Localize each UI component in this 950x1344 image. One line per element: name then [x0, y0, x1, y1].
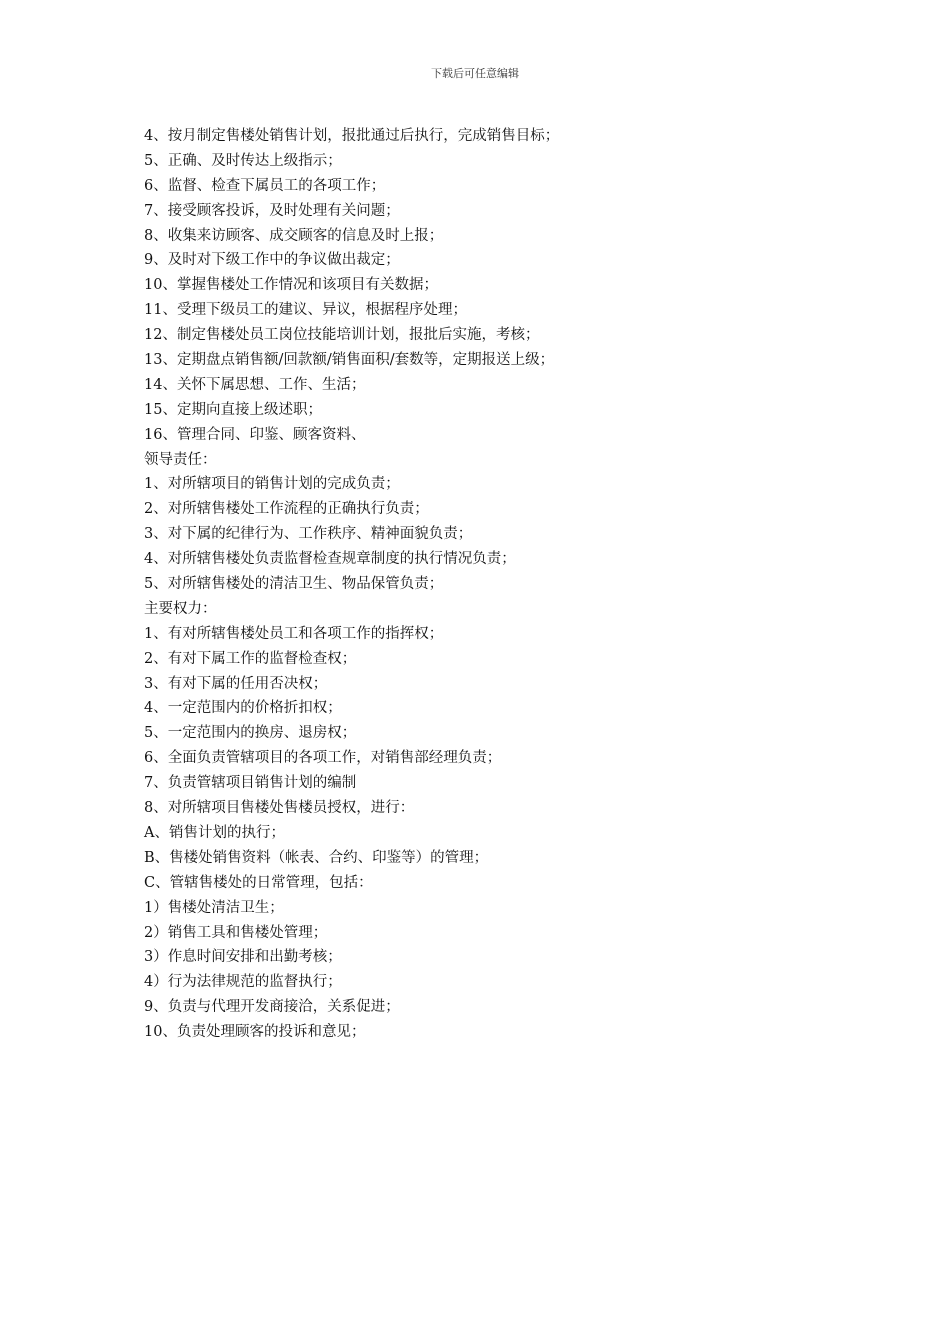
- text-line: 9、负责与代理开发商接洽，关系促进；: [144, 999, 400, 1016]
- text-line: 3、有对下属的任用否决权；: [144, 675, 328, 692]
- text-line: 1、对所辖项目的销售计划的完成负责；: [144, 476, 400, 493]
- text-line: 10、负责处理顾客的投诉和意见；: [144, 1024, 366, 1041]
- text-line: 1、有对所辖售楼处员工和各项工作的指挥权；: [144, 625, 444, 642]
- text-line: 4、对所辖售楼处负责监督检查规章制度的执行情况负责；: [144, 551, 516, 568]
- text-line: 3）作息时间安排和出勤考核；: [144, 949, 342, 966]
- text-line: 2、有对下属工作的监督检查权；: [144, 650, 357, 667]
- text-line: 14、关怀下属思想、工作、生活；: [144, 376, 366, 393]
- text-line: 8、收集来访顾客、成交顾客的信息及时上报；: [144, 227, 444, 244]
- text-line: 8、对所辖项目售楼处售楼员授权，进行：: [144, 800, 415, 817]
- text-line: 3、对下属的纪律行为、工作秩序、精神面貌负责；: [144, 526, 473, 543]
- text-line: 12、制定售楼处员工岗位技能培训计划，报批后实施，考核；: [144, 327, 540, 344]
- text-line: 1）售楼处清洁卫生；: [144, 899, 284, 916]
- text-line: 5、正确、及时传达上级指示；: [144, 152, 342, 169]
- text-line: C、管辖售楼处的日常管理，包括：: [144, 874, 373, 891]
- page-header: 下载后可任意编辑: [431, 67, 519, 80]
- text-line: 5、对所辖售楼处的清洁卫生、物品保管负责；: [144, 576, 444, 593]
- document-body: [144, 124, 824, 1045]
- text-line: 11、受理下级员工的建议、异议，根据程序处理；: [144, 302, 467, 319]
- text-line: 5、一定范围内的换房、退房权；: [144, 725, 357, 742]
- text-line: A、销售计划的执行；: [144, 824, 285, 841]
- text-line: 15、定期向直接上级述职；: [144, 401, 322, 418]
- text-line: 13、定期盘点销售额/回款额/销售面积/套数等，定期报送上级；: [144, 352, 555, 369]
- text-line: 7、接受顾客投诉，及时处理有关问题；: [144, 202, 400, 219]
- text-line: 2）销售工具和售楼处管理；: [144, 924, 328, 941]
- text-line: 6、全面负责管辖项目的各项工作，对销售部经理负责；: [144, 750, 502, 767]
- text-line: 主要权力：: [144, 600, 217, 617]
- text-line: B、售楼处销售资料（帐表、合约、印鉴等）的管理；: [144, 849, 489, 866]
- text-line: 2、对所辖售楼处工作流程的正确执行负责；: [144, 501, 429, 518]
- text-line: 7、负责管辖项目销售计划的编制: [144, 775, 357, 792]
- text-line: 16、管理合同、印鉴、顾客资料、: [144, 426, 366, 443]
- text-line: 10、掌握售楼处工作情况和该项目有关数据；: [144, 277, 438, 294]
- text-line: 4、按月制定售楼处销售计划，报批通过后执行，完成销售目标；: [144, 128, 560, 144]
- text-line: 4、一定范围内的价格折扣权；: [144, 700, 342, 717]
- text-line: 领导责任：: [144, 451, 217, 468]
- text-line: 9、及时对下级工作中的争议做出裁定；: [144, 252, 400, 269]
- text-line: 4）行为法律规范的监督执行；: [144, 974, 342, 991]
- text-line: 6、监督、检查下属员工的各项工作；: [144, 177, 386, 194]
